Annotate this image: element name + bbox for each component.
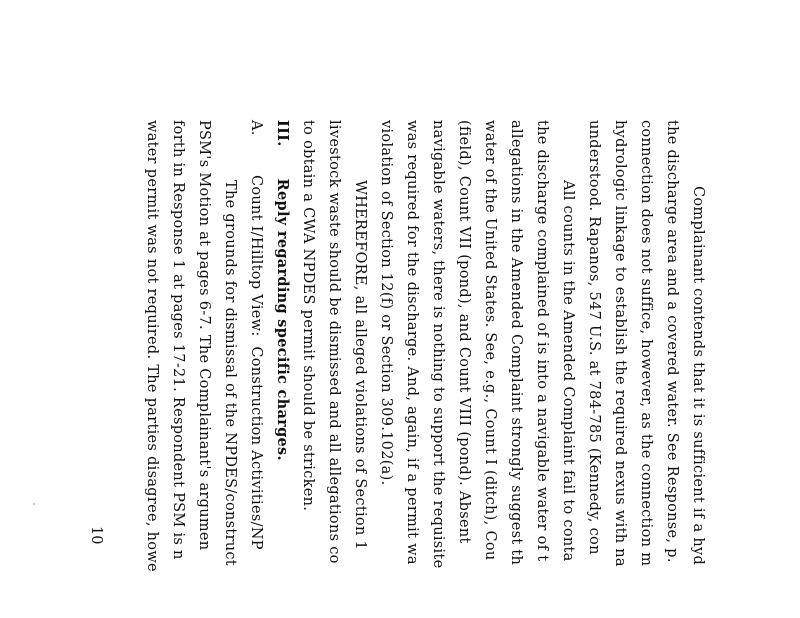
text-line: All counts in the Amended Complaint fail to conta <box>560 180 576 562</box>
text-line: livestock waste should be dismissed and all allegations co <box>326 120 342 564</box>
text-line: WHEREFORE, all alleged violations of Section 1 <box>352 180 368 551</box>
text-line: allegations in the Amended Complaint strongly suggest th <box>508 120 524 566</box>
text-line: forth in Response 1 at pages 17-21. Respondent PSM is n <box>170 120 186 560</box>
scan-speck <box>33 503 35 505</box>
text-line: PSM's Motion at pages 6-7. The Complainant's argumen <box>196 120 212 551</box>
text-line: (field), Count VII (pond), and Count VIII (pond). Absent <box>456 120 472 544</box>
text-line: The grounds for dismissal of the NPDES/construct <box>222 180 238 566</box>
text-line: understood. Rapanos, 547 U.S. at 784-785 (Kennedy, con <box>586 120 602 555</box>
text-line: the discharge area and a covered water. See Response, p. <box>664 120 680 563</box>
subsection-heading: A. Count I/Hilltop View: Construction Activities/NP <box>248 120 264 550</box>
text-line: hydrologic linkage to establish the required nexus with na <box>612 120 628 567</box>
text-line: the discharge complained of is into a navigable water of t <box>534 120 550 562</box>
text-line: water of the United States. See, e.g., Count I (ditch), Cou <box>482 120 498 561</box>
text-line: violation of Section 12(f) or Section 309.102(a). <box>378 120 394 486</box>
text-line: navigable waters, there is nothing to support the requisite <box>430 120 446 569</box>
page-number: 10 <box>88 526 104 545</box>
text-line: to obtain a CWA NPDES permit should be stricken. <box>300 120 316 512</box>
text-line: was required for the discharge. And, again, if a permit wa <box>404 120 420 565</box>
section-heading: III. Reply regarding specific charges. <box>274 120 291 461</box>
text-line: Complainant contends that it is sufficient if a hyd <box>690 186 706 566</box>
text-line: connection does not suffice, however, as the connection m <box>638 120 654 567</box>
text-line: water permit was not required. The parties disagree, howe <box>144 120 160 572</box>
